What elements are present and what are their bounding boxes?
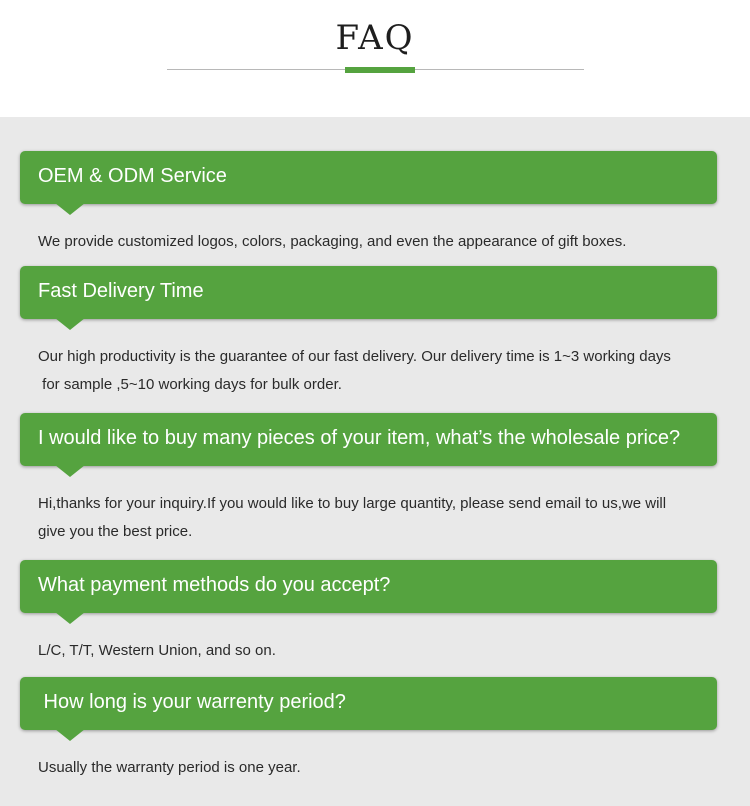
- speech-pointer: [55, 729, 85, 741]
- faq-question: I would like to buy many pieces of your item, what’s the wholesale price?: [38, 427, 681, 449]
- faq-answer: [38, 228, 728, 256]
- faq-question: Fast Delivery Time: [38, 280, 204, 302]
- faq-answer-text: We provide customized logos, colors, packaging, and even the appearance of gift boxes.: [38, 233, 627, 250]
- faq-question-box: [20, 413, 717, 466]
- speech-pointer: [55, 612, 85, 624]
- faq-answer: [38, 754, 728, 782]
- speech-pointer: [55, 203, 85, 215]
- speech-pointer: [55, 465, 85, 477]
- page-title: FAQ: [335, 18, 415, 58]
- title-accent-bar: [345, 67, 415, 73]
- faq-question: How long is your warrenty period?: [38, 691, 346, 713]
- faq-question-box: [20, 560, 717, 613]
- faq-question: What payment methods do you accept?: [38, 574, 391, 596]
- faq-answer-line: Our high productivity is the guarantee of our fast delivery. Our delivery time is 1~3 working days: [38, 348, 671, 365]
- faq-answer-line: for sample ,5~10 working days for bulk order.: [38, 376, 342, 393]
- faq-answer-text: Usually the warranty period is one year.: [38, 759, 301, 776]
- faq-question-box: [20, 266, 717, 319]
- faq-question-box: [20, 677, 717, 730]
- faq-answer: [38, 490, 728, 546]
- faq-header: [0, 0, 750, 117]
- faq-answer: [38, 637, 728, 665]
- faq-answer: [38, 343, 728, 399]
- faq-list: [0, 117, 750, 806]
- speech-pointer: [55, 318, 85, 330]
- faq-answer-text: L/C, T/T, Western Union, and so on.: [38, 642, 276, 659]
- faq-question-box: [20, 151, 717, 204]
- faq-question: OEM & ODM Service: [38, 165, 227, 187]
- faq-answer-line: give you the best price.: [38, 523, 193, 540]
- faq-answer-line: Hi,thanks for your inquiry.If you would like to buy large quantity, please send email to us,we will: [38, 495, 667, 512]
